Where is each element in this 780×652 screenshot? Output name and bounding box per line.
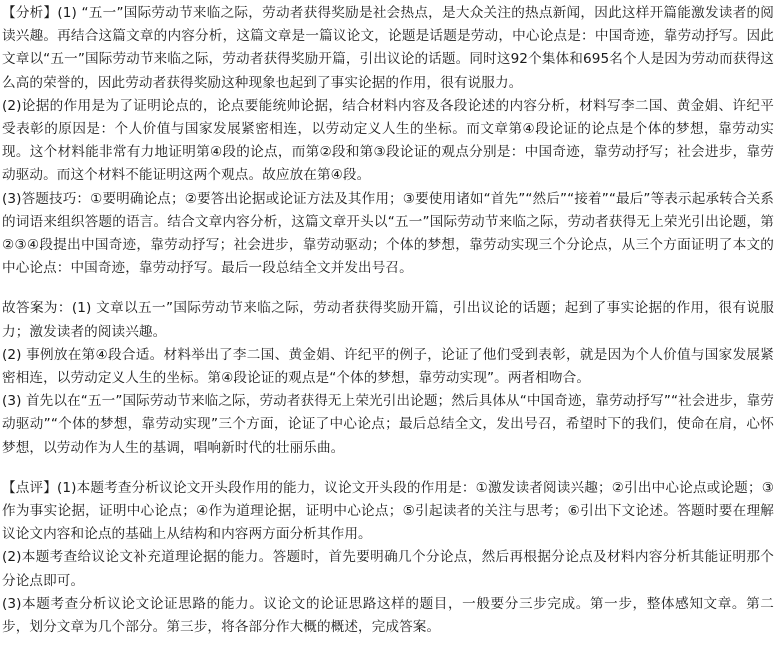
comment-section <box>2 477 774 639</box>
answer-paragraph-1: 故答案为：(1) 文章以五一”国际劳动节来临之际，劳动者获得奖励开篇，引出议论的话题；起到了事实论据的作用，很有说服力；激发读者的阅读兴趣。 <box>2 300 774 340</box>
comment-paragraph-2: (2)本题考查给议论文补充道理论据的能力。答题时，首先要明确几个分论点，然后再根据分论点及材料内容分析其能证明那个分论点即可。 <box>2 549 774 589</box>
section-spacer <box>2 460 774 477</box>
comment-paragraph-1: 【点评】(1)本题考查分析议论文开头段作用的能力，议论文开头段的作用是：①激发读者阅读兴趣；②引出中心论点或论题；③作为事实论据，证明中心论点；④作为道理论据，证明中心论点；⑤引起读者的关注与思考；⑥引出下文论述。答题时要在理解议论文内容和论点的基础上从结构和内容两方面分析其作用。 <box>2 479 774 543</box>
analysis-paragraph-2: (2)论据的作用是为了证明论点的，论点要能统帅论据，结合材料内容及各段论述的内容分析，材料写李二国、黄金娟、许纪平受表彰的原因是：个人价值与国家发展紧密相连，以劳动定义人生的坐标。而文章第④段论证的论点是个体的梦想，靠劳动实现。这个材料能非常有力地证明第④段的论点，而第②段和第③段论证的观点分别是：中国奇迹，靠劳动抒写；社会进步，靠劳动驱动。而这个材料不能证明这两个观点。故应放在第④段。 <box>2 97 774 184</box>
answer-paragraph-3: (3) 首先以在“五一”国际劳动节来临之际，劳动者获得无上荣光引出论题；然后具体从“中国奇迹，靠劳动抒写”“社会进步，靠劳动驱动”“个体的梦想，靠劳动实现”三个方面，论证了中心论点；最后总结全文，发出号召，希望时下的我们，使命在肩，心怀梦想，以劳动作为人生的基调，唱响新时代的壮丽乐曲。 <box>2 393 774 456</box>
analysis-paragraph-1: 【分析】(1) “五一”国际劳动节来临之际，劳动者获得奖励是社会热点，是大众关注的热点新闻，因此这样开篇能激发读者的阅读兴趣。再结合这篇文章的内容分析，这篇文章是一篇议论文，论题是话题是劳动，中心论点是：中国奇迹，靠劳动抒写。因此文章以“五一”国际劳动节来临之际，劳动者获得奖励开篇，引出议论的话题。同时这92个集体和695名个人是因为劳动而获得这么高的荣誉的，因此劳动者获得奖励这种现象也起到了事实论据的作用，很有说服力。 <box>2 5 774 91</box>
comment-paragraph-3: (3)本题考查分析议论文论证思路的能力。议论文的论证思路这样的题目，一般要分三步完成。第一步，整体感知文章。第二步，划分文章为几个部分。第三步，将各部分作大概的概述，完成答案。 <box>2 595 774 636</box>
analysis-section <box>2 2 774 280</box>
section-spacer <box>2 280 774 297</box>
answer-paragraph-2: (2) 事例放在第④段合适。材料举出了李二国、黄金娟、许纪平的例子，论证了他们受到表彰，就是因为个人价值与国家发展紧密相连，以劳动定义人生的坐标。第④段论证的观点是“个体的梦想，靠劳动实现”。两者相吻合。 <box>2 346 774 387</box>
analysis-paragraph-3: (3)答题技巧：①要明确论点；②要答出论据或论证方法及其作用；③要使用诸如“首先”“然后”“接着”“最后”等表示起承转合关系的词语来组织答题的语言。结合文章内容分析，这篇文章开头以“五一”国际劳动节来临之际，劳动者获得无上荣光引出论题，第②③④段提出中国奇迹，靠劳动抒写；社会进步，靠劳动驱动；个体的梦想，靠劳动实现三个分论点，从三个方面证明了本文的中心论点：中国奇迹，靠劳动抒写。最后一段总结全文并发出号召。 <box>2 190 774 277</box>
answer-section <box>2 297 774 459</box>
